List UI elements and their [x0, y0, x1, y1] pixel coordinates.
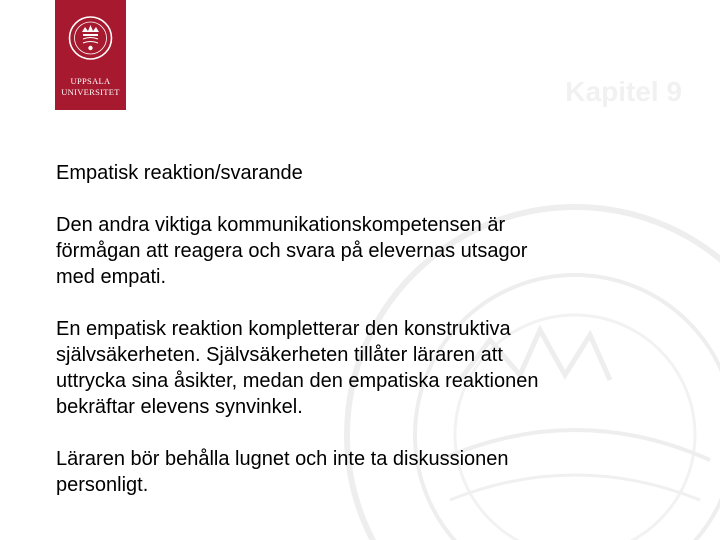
logo-text-line2: UNIVERSITET	[61, 87, 120, 97]
logo-text-line1: UPPSALA	[70, 76, 111, 86]
slide-content	[56, 160, 676, 524]
slide-heading: Empatisk reaktion/svarande	[56, 162, 303, 184]
paragraph-2-line: självsäkerheten. Självsäkerheten tillåter läraren att	[56, 344, 503, 366]
paragraph-2-line: En empatisk reaktion kompletterar den konstruktiva	[56, 318, 511, 340]
paragraph-2-line: uttrycka sina åsikter, medan den empatiska reaktionen	[56, 370, 539, 392]
paragraph-1-line: med empati.	[56, 266, 167, 288]
paragraph-3-line: Läraren bör behålla lugnet och inte ta diskussionen	[56, 448, 509, 470]
uppsala-university-logo	[55, 0, 126, 110]
paragraph-2-line: bekräftar elevens synvinkel.	[56, 396, 303, 418]
chapter-title: Kapitel 9	[565, 76, 682, 107]
paragraph-3-line: personligt.	[56, 474, 149, 496]
paragraph-1	[56, 212, 676, 290]
paragraph-1-line: förmågan att reagera och svara på elevernas utsagor	[56, 240, 528, 262]
paragraph-3	[56, 446, 676, 498]
seal-icon	[66, 10, 115, 68]
paragraph-1-line: Den andra viktiga kommunikationskompetensen är	[56, 214, 506, 236]
paragraph-2	[56, 316, 676, 420]
